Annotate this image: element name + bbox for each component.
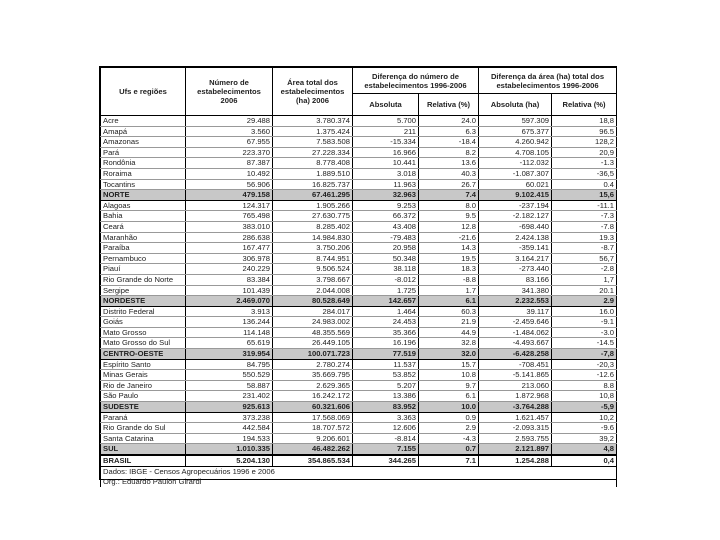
cell-num: 65.619	[186, 338, 273, 349]
cell-area: 80.528.649	[273, 296, 353, 307]
cell-num: 223.370	[186, 147, 273, 158]
cell-name: Piauí	[101, 264, 186, 275]
cell-abs-ha: -6.428.258	[479, 349, 552, 360]
table-row	[101, 338, 617, 349]
cell-rel: 1.7	[419, 285, 479, 296]
cell-abs: -79.483	[353, 232, 419, 243]
table-row	[101, 126, 617, 137]
cell-name: Amapá	[101, 126, 186, 137]
cell-rel-ha: -3.0	[552, 327, 617, 338]
cell-rel: 8.0	[419, 200, 479, 211]
cell-num: 1.010.335	[186, 444, 273, 455]
cell-abs: 38.118	[353, 264, 419, 275]
table-row	[101, 221, 617, 232]
cell-rel-ha: 8.8	[552, 380, 617, 391]
cell-area: 17.568.069	[273, 412, 353, 423]
cell-num: 87.387	[186, 158, 273, 169]
cell-abs-ha: -1.087.307	[479, 168, 552, 179]
cell-name: São Paulo	[101, 391, 186, 402]
cell-rel: 0.7	[419, 444, 479, 455]
cell-rel: 18.3	[419, 264, 479, 275]
cell-rel: 15.7	[419, 359, 479, 370]
cell-name: BRASIL	[101, 455, 186, 467]
cell-rel: 7.4	[419, 190, 479, 201]
cell-rel: 40.3	[419, 168, 479, 179]
cell-rel: -18.4	[419, 137, 479, 148]
cell-name: Tocantins	[101, 179, 186, 190]
cell-name: Distrito Federal	[101, 306, 186, 317]
cell-num: 306.978	[186, 253, 273, 264]
cell-abs: 11.537	[353, 359, 419, 370]
cell-name: Roraima	[101, 168, 186, 179]
cell-name: Amazonas	[101, 137, 186, 148]
cell-abs: 13.386	[353, 391, 419, 402]
cell-abs-ha: 2.424.138	[479, 232, 552, 243]
cell-name: Rondônia	[101, 158, 186, 169]
cell-abs: 83.952	[353, 402, 419, 413]
cell-area: 18.707.572	[273, 423, 353, 434]
cell-rel: 26.7	[419, 179, 479, 190]
cell-name: Rio Grande do Norte	[101, 274, 186, 285]
table-row	[101, 232, 617, 243]
cell-num: 550.529	[186, 370, 273, 381]
cell-area: 100.071.723	[273, 349, 353, 360]
cell-abs: 20.958	[353, 243, 419, 254]
cell-name: Paraná	[101, 412, 186, 423]
cell-area: 1.905.266	[273, 200, 353, 211]
cell-abs-ha: -1.484.062	[479, 327, 552, 338]
header-num: Número de estabelecimentos 2006	[186, 68, 273, 116]
cell-abs: 24.453	[353, 317, 419, 328]
cell-num: 10.492	[186, 168, 273, 179]
region-total-row	[101, 444, 617, 455]
region-total-row	[101, 349, 617, 360]
cell-abs: 43.408	[353, 221, 419, 232]
cell-abs: 1.464	[353, 306, 419, 317]
cell-rel: 24.0	[419, 116, 479, 127]
cell-area: 27.630.775	[273, 211, 353, 222]
cell-rel-ha: -14.5	[552, 338, 617, 349]
cell-rel: 19.5	[419, 253, 479, 264]
cell-name: Minas Gerais	[101, 370, 186, 381]
total-row	[101, 455, 617, 467]
cell-name: Bahia	[101, 211, 186, 222]
table-row	[101, 243, 617, 254]
cell-rel: 7.1	[419, 455, 479, 467]
cell-abs-ha: -2.459.646	[479, 317, 552, 328]
table-row	[101, 200, 617, 211]
cell-name: CENTRO-OESTE	[101, 349, 186, 360]
header-area-diff: Diferença da área (ha) total dos estabelecimentos 1996-2006	[479, 68, 617, 94]
cell-abs-ha: -237.194	[479, 200, 552, 211]
cell-rel-ha: 96.5	[552, 126, 617, 137]
cell-num: 84.795	[186, 359, 273, 370]
cell-abs: -15.334	[353, 137, 419, 148]
cell-abs-ha: 1.254.288	[479, 455, 552, 467]
cell-abs-ha: -2.182.127	[479, 211, 552, 222]
cell-num: 83.384	[186, 274, 273, 285]
cell-num: 925.613	[186, 402, 273, 413]
cell-abs-ha: 4.260.942	[479, 137, 552, 148]
cell-num: 3.913	[186, 306, 273, 317]
cell-area: 1.889.510	[273, 168, 353, 179]
cell-abs: 66.372	[353, 211, 419, 222]
cell-rel-ha: 1,7	[552, 274, 617, 285]
cell-area: 60.321.606	[273, 402, 353, 413]
cell-abs-ha: 1.621.457	[479, 412, 552, 423]
cell-num: 136.244	[186, 317, 273, 328]
cell-rel-ha: -7.3	[552, 211, 617, 222]
cell-abs: 3.018	[353, 168, 419, 179]
cell-rel-ha: 20.1	[552, 285, 617, 296]
cell-num: 194.533	[186, 433, 273, 444]
cell-abs-ha: 60.021	[479, 179, 552, 190]
cell-rel: 10.8	[419, 370, 479, 381]
cell-rel-ha: -9.1	[552, 317, 617, 328]
header-abs-ha: Absoluta (ha)	[479, 94, 552, 116]
cell-name: NORDESTE	[101, 296, 186, 307]
cell-area: 8.285.402	[273, 221, 353, 232]
cell-rel: -4.3	[419, 433, 479, 444]
cell-rel-ha: 0.4	[552, 179, 617, 190]
table-row	[101, 168, 617, 179]
cell-name: Espírito Santo	[101, 359, 186, 370]
cell-num: 319.954	[186, 349, 273, 360]
cell-abs: 1.725	[353, 285, 419, 296]
cell-abs: 11.963	[353, 179, 419, 190]
header-region: Ufs e regiões	[101, 68, 186, 116]
cell-abs-ha: 3.164.217	[479, 253, 552, 264]
cell-num: 67.955	[186, 137, 273, 148]
cell-abs: 344.265	[353, 455, 419, 467]
cell-num: 124.317	[186, 200, 273, 211]
cell-num: 101.439	[186, 285, 273, 296]
cell-rel-ha: 128,2	[552, 137, 617, 148]
cell-num: 240.229	[186, 264, 273, 275]
table-row	[101, 380, 617, 391]
cell-rel-ha: -2.8	[552, 264, 617, 275]
cell-area: 8.744.951	[273, 253, 353, 264]
cell-name: Santa Catarina	[101, 433, 186, 444]
cell-abs-ha: 597.309	[479, 116, 552, 127]
cell-name: SUL	[101, 444, 186, 455]
cell-abs-ha: -2.093.315	[479, 423, 552, 434]
cell-name: NORTE	[101, 190, 186, 201]
cell-abs-ha: -112.032	[479, 158, 552, 169]
cell-rel-ha: -7.8	[552, 221, 617, 232]
cell-area: 8.778.408	[273, 158, 353, 169]
cell-num: 167.477	[186, 243, 273, 254]
cell-abs-ha: 341.380	[479, 285, 552, 296]
cell-rel: 14.3	[419, 243, 479, 254]
cell-area: 9.506.524	[273, 264, 353, 275]
cell-abs-ha: -5.141.865	[479, 370, 552, 381]
cell-rel: 12.8	[419, 221, 479, 232]
cell-area: 354.865.534	[273, 455, 353, 467]
cell-abs: 9.253	[353, 200, 419, 211]
cell-rel: 6.1	[419, 391, 479, 402]
cell-name: Maranhão	[101, 232, 186, 243]
cell-rel-ha: 10,8	[552, 391, 617, 402]
cell-abs: 3.363	[353, 412, 419, 423]
cell-rel: 13.6	[419, 158, 479, 169]
cell-rel-ha: -12.6	[552, 370, 617, 381]
cell-area: 35.669.795	[273, 370, 353, 381]
cell-rel: 60.3	[419, 306, 479, 317]
cell-name: Mato Grosso	[101, 327, 186, 338]
header-rel-ha: Relativa (%)	[552, 94, 617, 116]
cell-num: 373.238	[186, 412, 273, 423]
table-row	[101, 274, 617, 285]
table-row	[101, 359, 617, 370]
cell-rel-ha: 10,2	[552, 412, 617, 423]
table-row	[101, 306, 617, 317]
cell-abs: 211	[353, 126, 419, 137]
table-row	[101, 423, 617, 434]
cell-abs: 5.700	[353, 116, 419, 127]
cell-rel: 0.9	[419, 412, 479, 423]
cell-abs: 16.196	[353, 338, 419, 349]
cell-abs-ha: 4.708.105	[479, 147, 552, 158]
cell-rel: 21.9	[419, 317, 479, 328]
cell-abs-ha: -3.764.288	[479, 402, 552, 413]
region-total-row	[101, 190, 617, 201]
cell-rel: -8.8	[419, 274, 479, 285]
header-area: Área total dos estabelecimentos (ha) 2006	[273, 68, 353, 116]
table-row	[101, 370, 617, 381]
cell-rel-ha: 15,6	[552, 190, 617, 201]
cell-name: Pará	[101, 147, 186, 158]
org-note: Org.: Eduardo Paulon Girardi	[101, 477, 617, 487]
cell-num: 58.887	[186, 380, 273, 391]
cell-num: 29.488	[186, 116, 273, 127]
cell-name: Rio de Janeiro	[101, 380, 186, 391]
table-row	[101, 116, 617, 127]
cell-num: 442.584	[186, 423, 273, 434]
cell-rel-ha: 56,7	[552, 253, 617, 264]
cell-name: Alagoas	[101, 200, 186, 211]
cell-name: Goiás	[101, 317, 186, 328]
cell-abs-ha: 1.872.968	[479, 391, 552, 402]
table-row	[101, 253, 617, 264]
table-row	[101, 179, 617, 190]
cell-abs-ha: 213.060	[479, 380, 552, 391]
table-row	[101, 317, 617, 328]
cell-rel-ha: 20,9	[552, 147, 617, 158]
cell-num: 479.158	[186, 190, 273, 201]
cell-rel-ha: 2.9	[552, 296, 617, 307]
cell-num: 383.010	[186, 221, 273, 232]
cell-rel: 6.3	[419, 126, 479, 137]
cell-abs: 32.963	[353, 190, 419, 201]
cell-area: 14.984.830	[273, 232, 353, 243]
cell-area: 3.780.374	[273, 116, 353, 127]
cell-name: Rio Grande do Sul	[101, 423, 186, 434]
cell-area: 9.206.601	[273, 433, 353, 444]
cell-area: 46.482.262	[273, 444, 353, 455]
cell-abs: 77.519	[353, 349, 419, 360]
cell-rel: 32.0	[419, 349, 479, 360]
table-row	[101, 211, 617, 222]
cell-name: Ceará	[101, 221, 186, 232]
cell-rel-ha: 39,2	[552, 433, 617, 444]
cell-rel-ha: 0,4	[552, 455, 617, 467]
cell-rel: 6.1	[419, 296, 479, 307]
header-rel: Relativa (%)	[419, 94, 479, 116]
cell-abs-ha: -359.141	[479, 243, 552, 254]
cell-area: 16.825.737	[273, 179, 353, 190]
cell-abs-ha: 2.232.553	[479, 296, 552, 307]
cell-rel: 2.9	[419, 423, 479, 434]
cell-rel: 10.0	[419, 402, 479, 413]
cell-area: 24.983.002	[273, 317, 353, 328]
cell-num: 56.906	[186, 179, 273, 190]
table-row	[101, 285, 617, 296]
cell-num: 231.402	[186, 391, 273, 402]
cell-rel-ha: -20,3	[552, 359, 617, 370]
cell-rel: 9.7	[419, 380, 479, 391]
cell-name: Pernambuco	[101, 253, 186, 264]
table-row	[101, 327, 617, 338]
cell-rel: 32.8	[419, 338, 479, 349]
cell-abs: -8.012	[353, 274, 419, 285]
cell-name: Mato Grosso do Sul	[101, 338, 186, 349]
cell-abs-ha: 9.102.415	[479, 190, 552, 201]
table-row	[101, 158, 617, 169]
cell-rel-ha: -7,8	[552, 349, 617, 360]
cell-area: 3.750.206	[273, 243, 353, 254]
region-total-row	[101, 296, 617, 307]
cell-area: 2.629.365	[273, 380, 353, 391]
header-num-diff: Diferença do número de estabelecimentos 1996-2006	[353, 68, 479, 94]
cell-rel-ha: -8.7	[552, 243, 617, 254]
cell-area: 27.228.334	[273, 147, 353, 158]
cell-rel-ha: -1.3	[552, 158, 617, 169]
cell-num: 286.638	[186, 232, 273, 243]
table-row	[101, 412, 617, 423]
cell-area: 16.242.172	[273, 391, 353, 402]
cell-abs: 142.657	[353, 296, 419, 307]
cell-abs: 50.348	[353, 253, 419, 264]
cell-rel-ha: 18,8	[552, 116, 617, 127]
cell-rel-ha: -36,5	[552, 168, 617, 179]
source-note: Dados: IBGE - Censos Agropecuários 1996 e 2006	[101, 467, 617, 478]
cell-area: 7.583.508	[273, 137, 353, 148]
cell-abs-ha: -273.440	[479, 264, 552, 275]
cell-abs-ha: 39.117	[479, 306, 552, 317]
cell-num: 3.560	[186, 126, 273, 137]
header-abs: Absoluta	[353, 94, 419, 116]
table-row	[101, 264, 617, 275]
cell-rel: 44.9	[419, 327, 479, 338]
cell-area: 2.044.008	[273, 285, 353, 296]
table-row	[101, 137, 617, 148]
cell-abs: 10.441	[353, 158, 419, 169]
cell-rel: 8.2	[419, 147, 479, 158]
table-row	[101, 433, 617, 444]
cell-abs-ha: -698.440	[479, 221, 552, 232]
cell-area: 48.355.569	[273, 327, 353, 338]
cell-abs-ha: -708.451	[479, 359, 552, 370]
cell-name: SUDESTE	[101, 402, 186, 413]
cell-rel-ha: 16.0	[552, 306, 617, 317]
cell-rel-ha: 4,8	[552, 444, 617, 455]
cell-rel: 9.5	[419, 211, 479, 222]
data-table	[100, 67, 617, 487]
cell-abs: 5.207	[353, 380, 419, 391]
table-row	[101, 391, 617, 402]
cell-area: 26.449.105	[273, 338, 353, 349]
cell-num: 2.469.070	[186, 296, 273, 307]
cell-rel-ha: -5,9	[552, 402, 617, 413]
cell-rel-ha: -9.6	[552, 423, 617, 434]
cell-abs: 12.606	[353, 423, 419, 434]
cell-name: Sergipe	[101, 285, 186, 296]
cell-abs: 35.366	[353, 327, 419, 338]
region-total-row	[101, 402, 617, 413]
cell-abs: 53.852	[353, 370, 419, 381]
cell-abs-ha: -4.493.667	[479, 338, 552, 349]
cell-abs: 16.966	[353, 147, 419, 158]
cell-num: 765.498	[186, 211, 273, 222]
cell-abs-ha: 2.121.897	[479, 444, 552, 455]
cell-rel-ha: -11.1	[552, 200, 617, 211]
cell-rel-ha: 19.3	[552, 232, 617, 243]
cell-area: 67.461.295	[273, 190, 353, 201]
cell-area: 284.017	[273, 306, 353, 317]
cell-abs: 7.155	[353, 444, 419, 455]
table-row	[101, 147, 617, 158]
cell-area: 3.798.667	[273, 274, 353, 285]
cell-num: 5.204.130	[186, 455, 273, 467]
cell-rel: -21.6	[419, 232, 479, 243]
cell-area: 2.780.274	[273, 359, 353, 370]
cell-area: 1.375.424	[273, 126, 353, 137]
cell-abs: -8.814	[353, 433, 419, 444]
cell-num: 114.148	[186, 327, 273, 338]
cell-name: Paraíba	[101, 243, 186, 254]
cell-abs-ha: 83.166	[479, 274, 552, 285]
cell-name: Acre	[101, 116, 186, 127]
cell-abs-ha: 675.377	[479, 126, 552, 137]
cell-abs-ha: 2.593.755	[479, 433, 552, 444]
